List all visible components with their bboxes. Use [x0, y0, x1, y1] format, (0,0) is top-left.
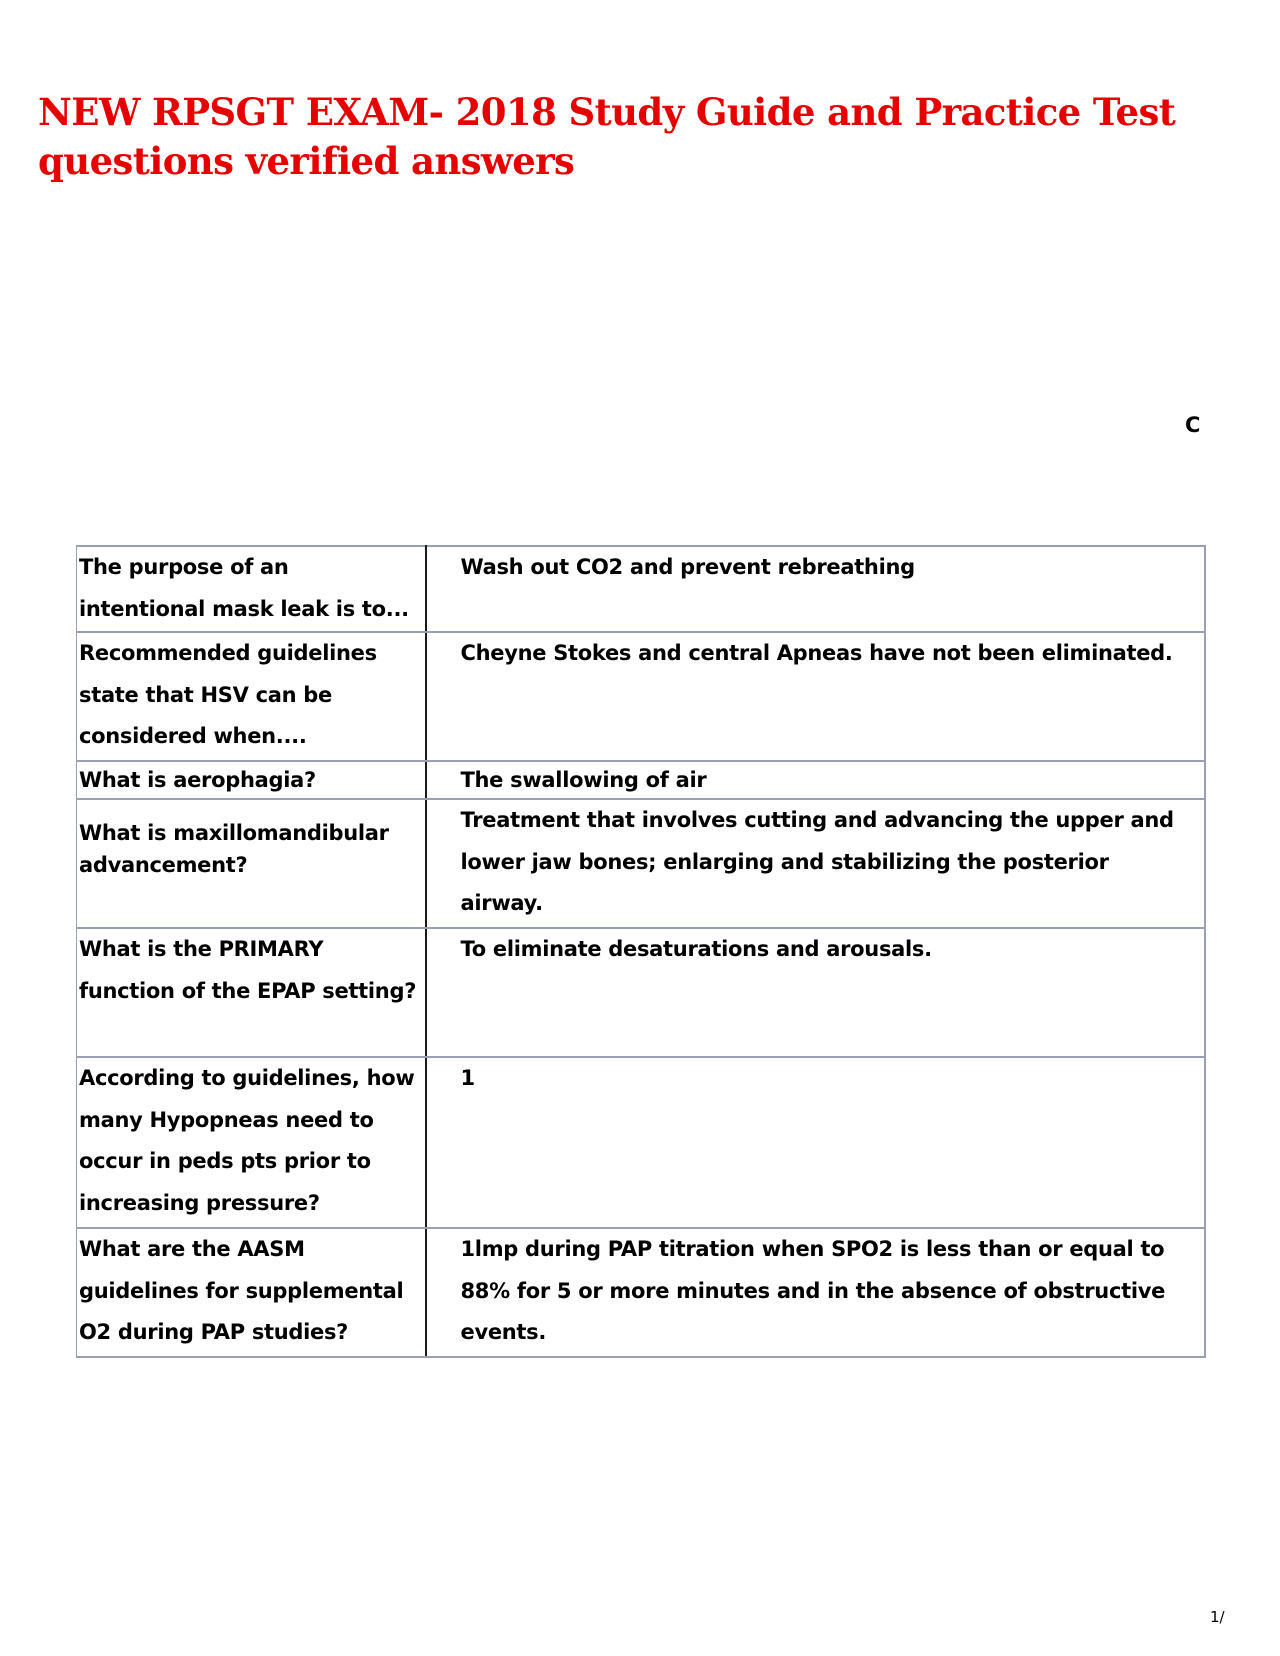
table-row [77, 1228, 1206, 1357]
answer-cell: The swallowing of air [426, 761, 1206, 799]
answer-cell: Wash out CO2 and prevent rebreathing [426, 546, 1206, 632]
answer-cell: 1 [426, 1057, 1206, 1228]
table-row [77, 928, 1206, 1057]
table-row [77, 632, 1206, 761]
question-cell: What is the PRIMARY function of the EPAP setting? [77, 928, 426, 1057]
question-cell: What is maxillomandibular advancement? [77, 799, 426, 928]
question-cell: Recommended guidelines state that HSV can be considered when.... [77, 632, 426, 761]
table-row [77, 546, 1206, 632]
answer-cell: Cheyne Stokes and central Apneas have not been eliminated. [426, 632, 1206, 761]
page-number: 1/ [1210, 1608, 1225, 1626]
table-row [77, 761, 1206, 799]
qa-table [76, 545, 1206, 1358]
answer-cell: To eliminate desaturations and arousals. [426, 928, 1206, 1057]
table-row [77, 1057, 1206, 1228]
answer-cell: Treatment that involves cutting and advancing the upper and lower jaw bones; enlarging and stabilizing the posterior airway. [426, 799, 1206, 928]
answer-cell: 1lmp during PAP titration when SPO2 is less than or equal to 88% for 5 or more minutes and in the absence of obstructive events. [426, 1228, 1206, 1357]
question-cell: According to guidelines, how many Hypopneas need to occur in peds pts prior to increasing pressure? [77, 1057, 426, 1228]
question-cell: The purpose of an intentional mask leak is to... [77, 546, 426, 632]
question-cell: What is aerophagia? [77, 761, 426, 799]
document-title: NEW RPSGT EXAM- 2018 Study Guide and Practice Test questions verified answers [38, 90, 1176, 183]
stray-letter: C [1185, 413, 1201, 437]
table-row [77, 799, 1206, 928]
question-cell: What are the AASM guidelines for supplemental O2 during PAP studies? [77, 1228, 426, 1357]
